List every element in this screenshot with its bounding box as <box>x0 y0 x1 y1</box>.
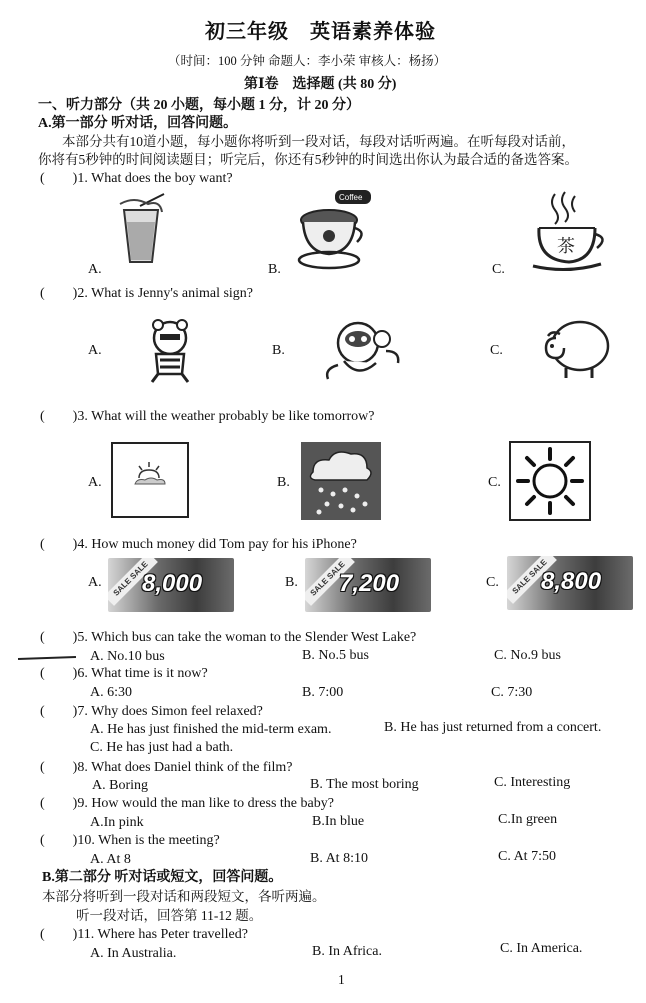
q6-option-c: C. 7:30 <box>491 685 533 700</box>
q1-option-c-label: C. <box>492 262 505 277</box>
q5-option-b: B. No.5 bus <box>302 648 369 663</box>
price-c: 8,800 <box>541 568 602 595</box>
listening-heading: 一、听力部分（共 20 小题，每小题 1 分，计 20 分） <box>38 98 360 113</box>
q10-option-b: B. At 8:10 <box>310 851 368 866</box>
question-6-stem: ( )6. What time is it now? <box>40 666 208 681</box>
q3-option-c-label: C. <box>488 475 501 490</box>
page-number: 1 <box>338 972 345 987</box>
sheep-icon <box>540 316 610 387</box>
q5-option-a: A. No.10 bus <box>90 649 165 664</box>
question-10-stem: ( )10. When is the meeting? <box>40 833 220 848</box>
q8-option-a: A. Boring <box>92 778 148 793</box>
q2-option-c-label: C. <box>490 343 503 358</box>
question-8-stem: ( )8. What does Daniel think of the film? <box>40 760 293 775</box>
coffee-cup-icon <box>295 190 375 277</box>
question-7-stem: ( )7. Why does Simon feel relaxed? <box>40 704 263 719</box>
q2-option-b-label: B. <box>272 343 285 358</box>
question-5-stem: ( )5. Which bus can take the woman to the Slender West Lake? <box>40 630 417 645</box>
q4-option-c-label: C. <box>486 575 499 590</box>
section-a-heading: A.第一部分 听对话，回答问题。 <box>38 116 238 131</box>
price-tag-a <box>108 558 234 612</box>
q4-option-a-label: A. <box>88 575 102 590</box>
instruction-line-2: 你将有5秒钟的时间阅读题目；听完后，你还有5秒钟的时间选出你认为最合适的备选答案。 <box>38 152 578 167</box>
q6-option-a: A. 6:30 <box>90 685 132 700</box>
q11-option-a: A. In Australia. <box>90 946 177 961</box>
q8-option-c: C. Interesting <box>494 775 571 790</box>
exam-info: （时间：100 分钟 命题人：李小荣 审核人：杨扬） <box>168 54 447 68</box>
q1-option-a-label: A. <box>88 262 102 277</box>
instruction-line-1: 本部分共有10道小题，每小题你将听到一段对话，每段对话听两遍。在听每段对话前， <box>62 134 575 149</box>
cloudy-sun-icon <box>111 442 189 523</box>
sale-stripe: SALE SALE <box>305 558 355 606</box>
q6-option-b: B. 7:00 <box>302 685 344 700</box>
q10-option-a: A. At 8 <box>90 852 131 867</box>
section-b-heading: B.第二部分 听对话或短文，回答问题。 <box>42 870 283 885</box>
page-title: 初三年级 英语素养体验 <box>205 21 436 43</box>
section-b-sub-instruction: 听一段对话，回答第 11-12 题。 <box>76 908 263 923</box>
q5-option-c: C. No.9 bus <box>494 648 561 663</box>
question-3-stem: ( )3. What will the weather probably be like tomorrow? <box>40 409 375 424</box>
sale-stripe: SALE SALE <box>507 556 557 604</box>
q7-option-c: C. He has just had a bath. <box>90 740 234 755</box>
q10-option-c: C. At 7:50 <box>498 849 556 864</box>
sale-stripe: SALE SALE <box>108 558 158 606</box>
tiger-icon <box>138 318 204 389</box>
q2-option-a-label: A. <box>88 343 102 358</box>
section-b-instruction: 本部分将听到一段对话和两段短文，各听两遍。 <box>42 889 326 904</box>
volume-heading: 第Ⅰ卷 选择题 (共 80 分) <box>244 77 397 92</box>
sun-icon <box>509 441 591 526</box>
q11-option-c: C. In America. <box>500 941 583 956</box>
q1-option-b-label: B. <box>268 262 281 277</box>
price-tag-b <box>305 558 431 612</box>
price-tag-c <box>507 556 633 610</box>
question-9-stem: ( )9. How would the man like to dress the baby? <box>40 796 334 811</box>
q9-option-a: A.In pink <box>90 815 144 830</box>
q8-option-b: B. The most boring <box>310 777 419 792</box>
question-4-stem: ( )4. How much money did Tom pay for his iPhone? <box>40 537 357 552</box>
pen-mark <box>18 656 76 660</box>
q9-option-b: B.In blue <box>312 814 365 829</box>
q7-option-b: B. He has just returned from a concert. <box>384 720 602 735</box>
question-1-stem: ( )1. What does the boy want? <box>40 171 233 186</box>
coffee-sign-text: Coffee <box>339 193 363 202</box>
monkey-icon <box>320 317 406 388</box>
q3-option-b-label: B. <box>277 475 290 490</box>
tea-character: 茶 <box>557 236 575 257</box>
q3-option-a-label: A. <box>88 475 102 490</box>
question-2-stem: ( )2. What is Jenny's animal sign? <box>40 286 254 301</box>
juice-glass-icon <box>112 192 172 275</box>
tea-cup-icon <box>525 190 607 277</box>
q9-option-c: C.In green <box>498 812 558 827</box>
price-b: 7,200 <box>339 570 400 597</box>
question-11-stem: ( )11. Where has Peter travelled? <box>40 927 248 942</box>
rain-icon <box>301 442 381 525</box>
q7-option-a: A. He has just finished the mid-term exam. <box>90 722 332 737</box>
price-a: 8,000 <box>142 570 203 597</box>
q4-option-b-label: B. <box>285 575 298 590</box>
q11-option-b: B. In Africa. <box>312 944 382 959</box>
